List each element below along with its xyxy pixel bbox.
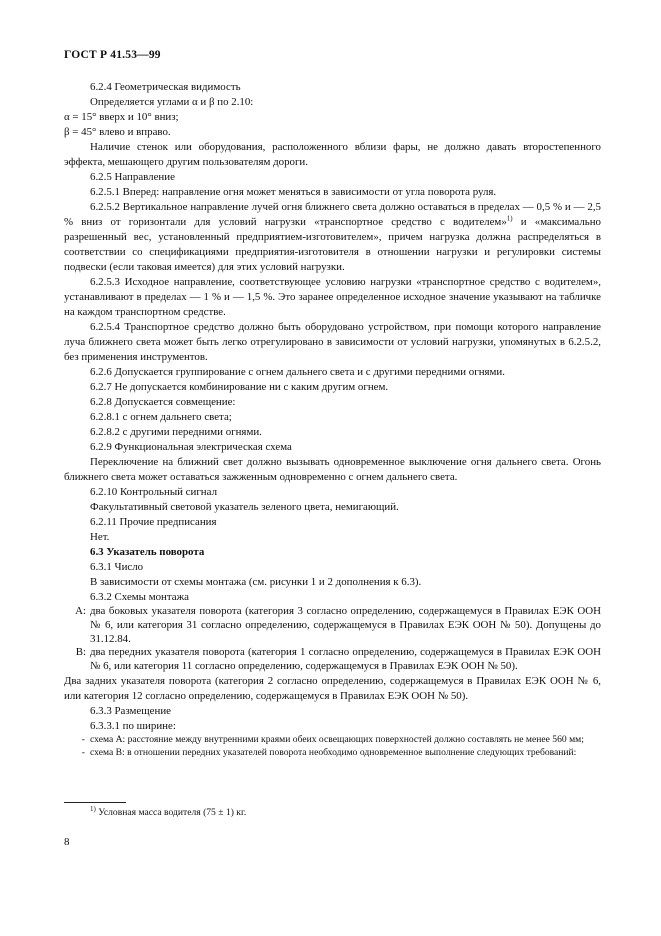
document-header: ГОСТ Р 41.53—99 (64, 49, 161, 61)
paragraph: Наличие стенок или оборудования, расположенного вблизи фары, не должно давать второстепенного эффекта, мешающего другим пользователям дороги. (64, 141, 601, 168)
paragraph: 6.2.8 Допускается совмещение: (90, 396, 236, 408)
paragraph: 6.3 Указатель поворота (90, 546, 205, 558)
bullet-item-mark: - (81, 733, 85, 745)
paragraph: 6.2.9 Функциональная электрическая схема (90, 441, 292, 453)
page-number: 8 (64, 836, 70, 848)
scheme-item-mark: В: (75, 646, 86, 659)
footnote-rule (64, 802, 126, 803)
paragraph: 6.3.3 Размещение (90, 704, 171, 717)
paragraph: 6.2.8.2 с другими передними огнями. (90, 426, 262, 438)
scheme-item (64, 605, 601, 646)
paragraph: 6.2.5.1 Вперед: направление огня может меняться в зависимости от угла поворота руля. (90, 186, 497, 198)
scheme-item-text: два передних указателя поворота (категория 1 согласно определению, содержащемуся в Правилах ЕЭК ООН № 6, или категория 11 согласно определению, содержащемуся в Правилах ЕЭК ООН № 50). (90, 646, 601, 673)
paragraph: 6.2.5.2 Вертикальное направление лучей огня ближнего света должно оставаться в пределах — 0,5 % и — 2,5 % вниз от горизонтали для условий нагрузки «транспортное средство с водителем»$^{1)}$ и «максимально разрешенный вес, установленный предприятием-изготовителем», причем нагрузка должна распределяться в соответствии со спецификациями предприятия-изготовителя в отношении нагрузки и регулировки системы подвески (если таковая имеется) для этих условий нагрузки. (64, 201, 601, 273)
scheme-item-text: два боковых указателя поворота (категория 3 согласно определению, содержащемуся в Правилах ЕЭК ООН № 6, или категория 31 согласно определению, содержащемуся в Правилах ЕЭК ООН № 50). Допущены до 31.12.84. (90, 605, 601, 645)
paragraph: 6.2.7 Не допускается комбинирование ни с каким другим огнем. (90, 381, 389, 393)
paragraph: 6.2.6 Допускается группирование с огнем дальнего света и с другими передними огнями. (90, 366, 505, 378)
paragraph: 6.3.2 Схемы монтажа (90, 591, 189, 603)
document-body (64, 80, 601, 759)
scheme-item (64, 646, 601, 674)
paragraph: Два задних указателя поворота (категория 2 согласно определению, содержащемуся в Правилах ЕЭК ООН № 6, или категория 12 согласно определению, содержащемуся в Правилах ЕЭК ООН № 50). (64, 674, 601, 702)
paragraph: α = 15° вверх и 10° вниз; (64, 111, 179, 123)
footnote-text: Условная масса водителя (75 ± 1) кг. (98, 807, 247, 818)
paragraphs-block (64, 80, 601, 605)
paragraph: 6.2.4 Геометрическая видимость (90, 81, 241, 93)
paragraph: 6.2.5 Направление (90, 171, 175, 183)
paragraph: 6.3.1 Число (90, 561, 144, 573)
paragraph: Определяется углами α и β по 2.10: (90, 96, 254, 108)
footnote-mark: 1) (90, 804, 96, 813)
paragraph: Факультативный световой указатель зеленого цвета, немигающий. (90, 501, 399, 513)
bullet-item-text: схема А: расстояние между внутренними краями обеих освещающих поверхностей должно составлять не менее 560 мм; (90, 733, 584, 745)
bullet-item (64, 734, 601, 747)
paragraph: 6.2.11 Прочие предписания (90, 516, 217, 528)
paragraph: 6.2.10 Контрольный сигнал (90, 486, 218, 498)
footnote-ref: 1) (506, 214, 513, 223)
paragraph: 6.3.3.1 по ширине: (90, 719, 176, 732)
paragraph: 6.2.5.3 Исходное направление, соответствующее условию нагрузки «транспортное средство с водителем», устанавливают в пределах — 1 % и — 1,5 %. Это заранее определенное исходное значение указывают на табличке на каждом транспортном средстве. (64, 276, 601, 318)
bullet-item-mark: - (81, 746, 85, 758)
paragraph: В зависимости от схемы монтажа (см. рисунки 1 и 2 дополнения к 6.3). (90, 576, 422, 588)
scheme-item-mark: А: (75, 605, 86, 617)
paragraph: 6.2.8.1 с огнем дальнего света; (90, 411, 232, 423)
paragraph: Нет. (90, 531, 110, 543)
bullet-list (64, 734, 601, 759)
after-schemes-block (64, 674, 601, 734)
schemes-list (64, 605, 601, 674)
footnote (90, 804, 247, 818)
bullet-item (64, 747, 601, 760)
paragraph: Переключение на ближний свет должно вызывать одновременное выключение огня дальнего света. Огонь ближнего света может оставаться зажженным одновременно с огнем дальнего света. (64, 456, 601, 483)
paragraph: β = 45° влево и вправо. (64, 126, 171, 138)
paragraph: 6.2.5.4 Транспортное средство должно быть оборудовано устройством, при помощи которого направление луча ближнего света может быть легко отрегулировано в зависимости от условий нагрузки, упомянутых в 6.2.5.2, без применения инструментов. (64, 321, 601, 363)
bullet-item-text: схема В: в отношении передних указателей поворота необходимо одновременное выполнение следующих требований: (90, 746, 577, 758)
